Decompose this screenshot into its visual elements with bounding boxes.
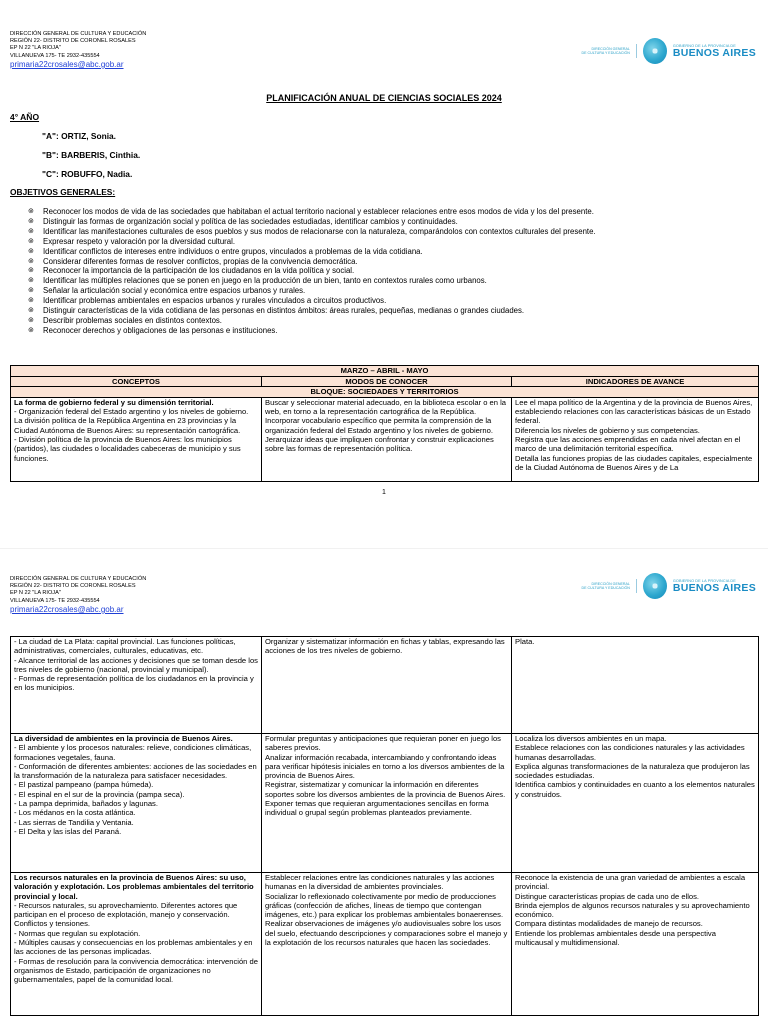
teacher-b: "B": BARBERIS, Cinthia. <box>42 150 141 160</box>
conceptos-cell <box>11 637 262 734</box>
planning-table <box>10 365 759 482</box>
modo-line: Socializar lo reflexionado colectivamente por medio de producciones gráficas (confección de afiches, líneas de tiempo que contengan imágenes, etc.) para explicar los problemas ambientales bonaerenses. <box>265 891 504 920</box>
modos-cell <box>262 637 512 734</box>
header-line: VILLANUEVA 175- TE 2932-435554 <box>10 597 100 604</box>
document-title: PLANIFICACIÓN ANUAL DE CIENCIAS SOCIALES 2024 <box>266 93 502 103</box>
header-line: DIRECCIÓN GENERAL DE CULTURA Y EDUCACIÓN <box>10 31 147 37</box>
objective-item: ⊚ Reconocer derechos y obligaciones de las personas e instituciones. <box>28 325 278 335</box>
modos-cell <box>262 734 512 873</box>
modo-line: Registrar, sistematizar y comunicar la información en diferentes soportes sobre los diversos ambientes de la provincia de Buenos Aires. <box>265 780 506 799</box>
objective-item: ⊚ Identificar las manifestaciones culturales de esos pueblos y sus modos de relacionarse con la naturaleza, comparándolos con contextos culturales del presente. <box>28 226 596 236</box>
concept-line: - División política de la provincia de Buenos Aires: los municipios (partidos), las ciudades o localidades cabeceras de municipio y sus funciones. <box>14 434 241 463</box>
indicador-line: Distingue características propias de cada uno de ellos. <box>515 891 700 901</box>
bullet-icon: ⊚ <box>28 316 34 324</box>
conceptos-cell <box>11 873 262 1016</box>
objectives-list <box>28 207 596 336</box>
table-row <box>11 734 759 873</box>
objective-item: ⊚ Señalar la articulación social y económica entre espacios urbanos y rurales. <box>28 286 306 296</box>
indicador-line: Localiza los diversos ambientes en un mapa. <box>515 734 667 743</box>
grade-heading: 4° AÑO <box>10 112 40 122</box>
province-emblem-icon <box>643 573 667 599</box>
header-line: DIRECCIÓN GENERAL DE CULTURA Y EDUCACIÓN <box>10 576 147 582</box>
school-email-link[interactable]: primaria22crosales@abc.gob.ar <box>10 604 124 614</box>
indicador-line: Plata. <box>515 637 535 646</box>
teacher-a: "A": ORTIZ, Sonia. <box>42 131 117 141</box>
concept-line: - El Delta y las islas del Paraná. <box>14 826 122 836</box>
concept-line: - Las sierras de Tandilia y Ventania. <box>14 817 134 827</box>
modo-line: Realizar observaciones de imágenes y/o audiovisuales sobre los usos del suelo, efectuando descripciones y comparaciones sobre el manejo y la explotación de los recursos naturales que hacen las sociedades. <box>265 919 508 948</box>
concept-title: Los recursos naturales en la provincia de Buenos Aires: su uso, valoración y explotación. Los problemas ambientales del territorio provincial y local. <box>14 873 254 901</box>
school-email-link[interactable]: primaria22crosales@abc.gob.ar <box>10 59 124 69</box>
concept-title: La diversidad de ambientes en la provincia de Buenos Aires. <box>14 734 233 743</box>
concept-line: - El ambiente y los procesos naturales: relieve, condiciones climáticas, formaciones vegetales, fauna. <box>14 743 252 762</box>
conceptos-cell <box>11 397 262 481</box>
planning-table-continued <box>10 636 759 1016</box>
indicadores-cell <box>512 873 759 1016</box>
column-header-conceptos: CONCEPTOS <box>11 376 262 387</box>
column-header-indicadores: INDICADORES DE AVANCE <box>512 376 759 387</box>
objective-item: ⊚ Reconocer la importancia de la participación de los ciudadanos en la vida política y social. <box>28 266 355 276</box>
conceptos-cell <box>11 734 262 873</box>
logo-small-line: DE CULTURA Y EDUCACIÓN <box>581 586 630 590</box>
concept-line: - Formas de resolución para la convivencia democrática: intervención de organismos de Estado, participación de organizaciones no gubernamentales, papel de la comunidad local. <box>14 956 258 985</box>
concept-line: - Organización federal del Estado argentino y los niveles de gobierno. La división política de la República Argentina en 23 provincias y la Ciudad Autónoma de Buenos Aires: su representación cartográfica. <box>14 407 249 435</box>
header-line: REGIÓN 22- DISTRITO DE CORONEL ROSALES <box>10 38 136 45</box>
modo-line: Formular preguntas y anticipaciones que requieran poner en juego los saberes previos. <box>265 734 501 753</box>
concept-line: - El espinal en el sur de la provincia (pampa seca). <box>14 789 185 799</box>
concept-line: - La ciudad de La Plata: capital provincial. Las funciones políticas, administrativas, comerciales, culturales, educativas, etc. <box>14 637 236 656</box>
concept-line: - Normas que regulan su explotación. <box>14 928 141 938</box>
concept-line: - Formas de representación política de los ciudadanos en la provincia y en los municipios. <box>14 674 254 693</box>
header-line: REGIÓN 22- DISTRITO DE CORONEL ROSALES <box>10 583 136 590</box>
objective-item: ⊚ Expresar respeto y valoración por la diversidad cultural. <box>28 236 235 246</box>
table-row <box>11 397 759 481</box>
objective-item: ⊚ Distinguir las formas de organización social y política de las sociedades estudiadas, identificar cambios y continuidades. <box>28 216 458 226</box>
indicador-line: Reconoce la existencia de una gran variedad de ambientes a escala provincial. <box>515 873 746 892</box>
school-header <box>10 576 146 615</box>
concept-line: - Alcance territorial de las acciones y decisiones que se toman desde los tres niveles de gobierno (nacional, provincial y municipal). <box>14 655 258 674</box>
objective-item: ⊚ Considerar diferentes formas de resolver conflictos, propias de la convivencia democrática. <box>28 256 358 266</box>
concept-line: - La pampa deprimida, bañados y lagunas. <box>14 799 158 809</box>
bullet-icon: ⊚ <box>28 257 34 265</box>
header-line: EP N 22 "LA RIOJA" <box>10 590 61 597</box>
indicador-line: Entiende los problemas ambientales desde una perspectiva multicausal y multidimensional. <box>515 928 716 948</box>
block-header: BLOQUE: SOCIEDADES Y TERRITORIOS <box>11 387 759 398</box>
indicador-line: Compara distintas modalidades de manejo de recursos. <box>515 919 703 929</box>
modo-line: Jerarquizar ideas que impliquen confrontar y construir explicaciones sobre las formas de representación política. <box>265 434 494 454</box>
objective-item: ⊚ Identificar conflictos de intereses entre individuos o entre grupos, vinculados a problemas de la vida cotidiana. <box>28 246 423 256</box>
bullet-icon: ⊚ <box>28 307 34 315</box>
bullet-icon: ⊚ <box>28 297 34 305</box>
column-header-modos: MODOS DE CONOCER <box>262 376 512 387</box>
page-number: 1 <box>382 489 386 496</box>
bullet-icon: ⊚ <box>28 287 34 295</box>
period-header: MARZO – ABRIL - MAYO <box>11 366 759 377</box>
modo-line: Organizar y sistematizar información en fichas y tablas, expresando las acciones de los tres niveles de gobierno. <box>265 637 505 656</box>
modo-line: Exponer temas que requieran argumentaciones sencillas en forma individual o grupal según problemas planteados previamente. <box>265 799 489 818</box>
objective-item: ⊚ Describir problemas sociales en distintos contextos. <box>28 315 222 325</box>
modo-line: Establecer relaciones entre las condiciones naturales y las acciones humanas en la diversidad de ambientes provinciales. <box>265 873 495 892</box>
indicador-line: Explica algunas transformaciones de la naturaleza que produjeron las sociedades estudiadas. <box>515 761 750 781</box>
logo-small-line: DE CULTURA Y EDUCACIÓN <box>581 51 630 55</box>
logo-divider <box>636 44 637 58</box>
objective-item: ⊚ Reconocer los modos de vida de las sociedades que habitaban el actual territorio nacional y establecer relaciones entre esos modos de vida y los del presente. <box>28 207 594 216</box>
logo-line-2: BUENOS AIRES <box>672 46 756 59</box>
concept-line: - Conformación de diferentes ambientes: acciones de las sociedades en la transformación de la naturaleza para satisfacer necesidades. <box>14 761 257 781</box>
logo-small-text <box>578 47 630 56</box>
bullet-icon: ⊚ <box>28 237 34 245</box>
province-emblem-icon <box>643 38 667 64</box>
buenos-aires-logo <box>578 573 756 599</box>
logo-small-line: DIRECCIÓN GENERAL <box>591 46 630 51</box>
indicador-line: Detalla las funciones propias de las ciudades capitales, especialmente de la Ciudad Autónoma de Buenos Aires y de La <box>515 453 753 472</box>
indicador-line: Lee el mapa político de la Argentina y de la provincia de Buenos Aires, estableciendo relaciones con las características básicas de un Estado federal. <box>515 397 753 426</box>
concept-line: - Recursos naturales, su aprovechamiento. Diferentes actores que participan en el proceso de explotación, manejo y conservación. Conflictos y tensiones. <box>14 900 238 929</box>
logo-small-line: DIRECCIÓN GENERAL <box>591 581 630 586</box>
page-2 <box>0 548 768 1025</box>
objective-item: ⊚ Identificar problemas ambientales en espacios urbanos y rurales vinculados a circuitos productivos. <box>28 296 387 306</box>
concept-line: - Los médanos en la costa atlántica. <box>14 808 136 818</box>
logo-line-1: GOBIERNO DE LA PROVINCIA DE <box>672 578 736 583</box>
objective-item: ⊚ Identificar las múltiples relaciones que se ponen en juego en la producción de un bien, tanto en contextos rurales como urbanos. <box>28 276 487 286</box>
modo-line: Analizar información recabada, intercambiando y confrontando ideas para verificar hipótesis iniciales en torno a los diversos ambientes de la provincia de Buenos Aires. <box>265 752 505 781</box>
modos-cell <box>262 397 512 481</box>
indicador-line: Brinda ejemplos de algunos recursos naturales y su aprovechamiento económico. <box>515 900 750 920</box>
bullet-icon: ⊚ <box>28 247 34 255</box>
objectives-heading: OBJETIVOS GENERALES: <box>10 187 116 197</box>
buenos-aires-logo <box>578 38 756 64</box>
bullet-icon: ⊚ <box>28 208 34 215</box>
logo-line-2: BUENOS AIRES <box>672 581 756 594</box>
table-row <box>11 637 759 734</box>
logo-text <box>673 579 756 594</box>
concept-line: - Múltiples causas y consecuencias en los problemas ambientales y en las acciones de las personas implicadas. <box>14 938 253 957</box>
bullet-icon: ⊚ <box>28 217 34 225</box>
logo-text <box>673 44 756 59</box>
indicador-line: Establece relaciones con las condiciones naturales y las actividades humanas desarrolladas. <box>515 743 745 762</box>
indicador-line: Diferencia los niveles de gobierno y sus competencias. <box>515 425 700 435</box>
modo-line: Incorporar vocabulario específico que permita la comprensión de la organización federal del Estado argentino y los niveles de gobierno. <box>265 416 493 435</box>
bullet-icon: ⊚ <box>28 227 34 235</box>
teacher-c: "C": ROBUFFO, Nadia. <box>42 169 133 179</box>
indicadores-cell <box>512 734 759 873</box>
indicadores-cell <box>512 397 759 481</box>
indicador-line: Identifica cambios y continuidades en cuanto a los elementos naturales y construidos. <box>515 780 755 799</box>
bullet-icon: ⊚ <box>28 267 34 275</box>
logo-line-1: GOBIERNO DE LA PROVINCIA DE <box>672 43 736 48</box>
objective-item: ⊚ Distinguir características de la vida cotidiana de las personas en distintos ámbitos: áreas rurales, pequeñas, medianas o grandes ciudades. <box>28 306 525 316</box>
bullet-icon: ⊚ <box>28 277 34 285</box>
header-line: EP N 22 "LA RIOJA" <box>10 45 61 52</box>
bullet-icon: ⊚ <box>28 326 34 334</box>
logo-divider <box>636 579 637 593</box>
school-header <box>10 31 146 70</box>
logo-small-text <box>578 582 630 591</box>
concept-line: - El pastizal pampeano (pampa húmeda). <box>14 780 154 790</box>
header-line: VILLANUEVA 175- TE 2932-435554 <box>10 52 100 59</box>
modos-cell <box>262 873 512 1016</box>
indicador-line: Registra que las acciones emprendidas en cada nivel afectan en el marco de una delimitación territorial específica. <box>515 434 741 454</box>
table-row <box>11 873 759 1016</box>
modo-line: Buscar y seleccionar material adecuado, en la biblioteca escolar o en la web, en torno a la representación cartográfica de la República. <box>265 397 507 417</box>
concept-title: La forma de gobierno federal y su dimensión territorial. <box>14 397 214 407</box>
indicadores-cell <box>512 637 759 734</box>
